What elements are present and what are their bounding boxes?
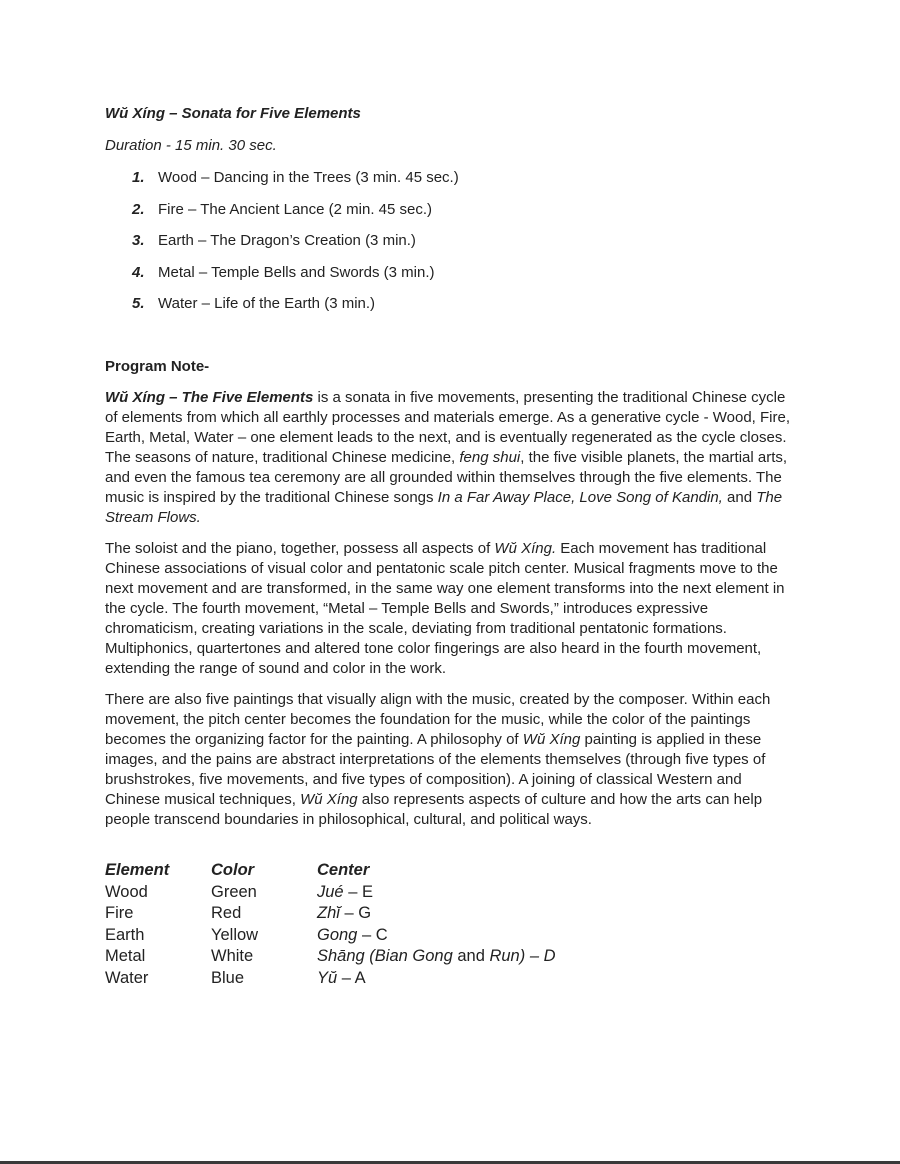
table-row (105, 946, 617, 968)
document-title: Wŭ Xíng – Sonata for Five Elements (105, 105, 361, 122)
list-item (105, 168, 459, 200)
element-cell: Fire (105, 904, 134, 923)
movement-list (105, 168, 459, 326)
column-header-color: Color (211, 861, 255, 879)
program-note-paragraph-2: The soloist and the piano, together, possess all aspects of Wŭ Xíng. Each movement has traditional Chinese associations of visual color and pentatonic scale pitch center. Musical fragments move to the next movement and are transformed, in the same way one element transforms into the next element in the cycle. The fourth movement, “Metal – Temple Bells and Swords,” introduces expressive chromaticism, creating variations in the scale, deviating from traditional pentatonic formations. Multiphonics, quartertones and altered tone color fingerings are also heard in the fourth movement, extending the range of sound and color in the work. (105, 540, 785, 677)
table-row (105, 968, 617, 990)
list-number: 2. (132, 200, 145, 218)
work-title-bold: Wŭ Xíng – The Five Elements (105, 389, 314, 406)
program-note-heading: Program Note- (105, 358, 210, 375)
list-number: 4. (132, 263, 145, 281)
table-header-row (105, 860, 617, 882)
table-row (105, 925, 617, 947)
list-number: 1. (132, 169, 145, 186)
color-cell: Green (211, 882, 257, 901)
table-row (105, 882, 617, 904)
duration-line: Duration - 15 min. 30 sec. (105, 137, 277, 154)
color-cell: Red (211, 904, 242, 923)
element-cell: Metal (105, 947, 146, 966)
program-note-paragraph-3: There are also five paintings that visually align with the music, created by the composer. Within each movement, the pitch center becomes the foundation for the music, while the color of the paintings becomes the organizing factor for the painting. A philosophy of Wŭ Xíng painting is applied in these images, and the pains are abstract interpretations of the elements themselves (through five types of brushstrokes, five movements, and five types of composition). A joining of classical Western and Chinese musical techniques, Wŭ Xíng also represents aspects of culture and how the arts can help people transcend boundaries in philosophical, cultural, and political ways. (105, 691, 771, 828)
list-item (105, 294, 459, 326)
element-table (105, 860, 617, 990)
color-cell: Yellow (211, 925, 259, 944)
element-cell: Wood (105, 882, 148, 901)
movement-text: Earth – The Dragon’s Creation (3 min.) (158, 232, 416, 249)
center-cell: Gong – C (317, 925, 388, 944)
table-row (105, 903, 617, 925)
list-item (105, 263, 459, 295)
color-cell: White (211, 947, 254, 966)
list-item (105, 231, 459, 263)
list-item (105, 200, 459, 232)
movement-text: Fire – The Ancient Lance (2 min. 45 sec.) (158, 200, 433, 218)
element-cell: Water (105, 968, 149, 987)
program-note-paragraph-1: Wŭ Xíng – The Five Elements is a sonata in five movements, presenting the traditional Chinese cycle of elements from which all earthly processes and materials emerge. As a generative cycle - Wood, Fire, Earth, Metal, Water – one element leads to the next, and is eventually regenerated as the cycle closes. The seasons of nature, traditional Chinese medicine, feng shui, the five visible planets, the martial arts, and even the famous tea ceremony are all grounded within themselves through the five elements. The music is inspired by the traditional Chinese songs In a Far Away Place, Love Song of Kandin, and The Stream Flows. (105, 389, 791, 526)
movement-text: Water – Life of the Earth (3 min.) (158, 295, 376, 312)
center-cell: Jué – E (317, 882, 373, 901)
column-header-center: Center (317, 861, 370, 879)
color-cell: Blue (211, 968, 245, 987)
element-cell: Earth (105, 925, 145, 944)
column-header-element: Element (105, 861, 170, 879)
list-number: 5. (132, 295, 145, 312)
center-cell: Yŭ – A (317, 968, 366, 987)
list-number: 3. (132, 232, 145, 249)
center-cell: Shāng (Bian Gong and Run) – D (317, 947, 556, 966)
movement-text: Wood – Dancing in the Trees (3 min. 45 sec.) (158, 169, 459, 186)
movement-text: Metal – Temple Bells and Swords (3 min.) (158, 263, 435, 281)
center-cell: Zhĭ – G (317, 904, 372, 923)
